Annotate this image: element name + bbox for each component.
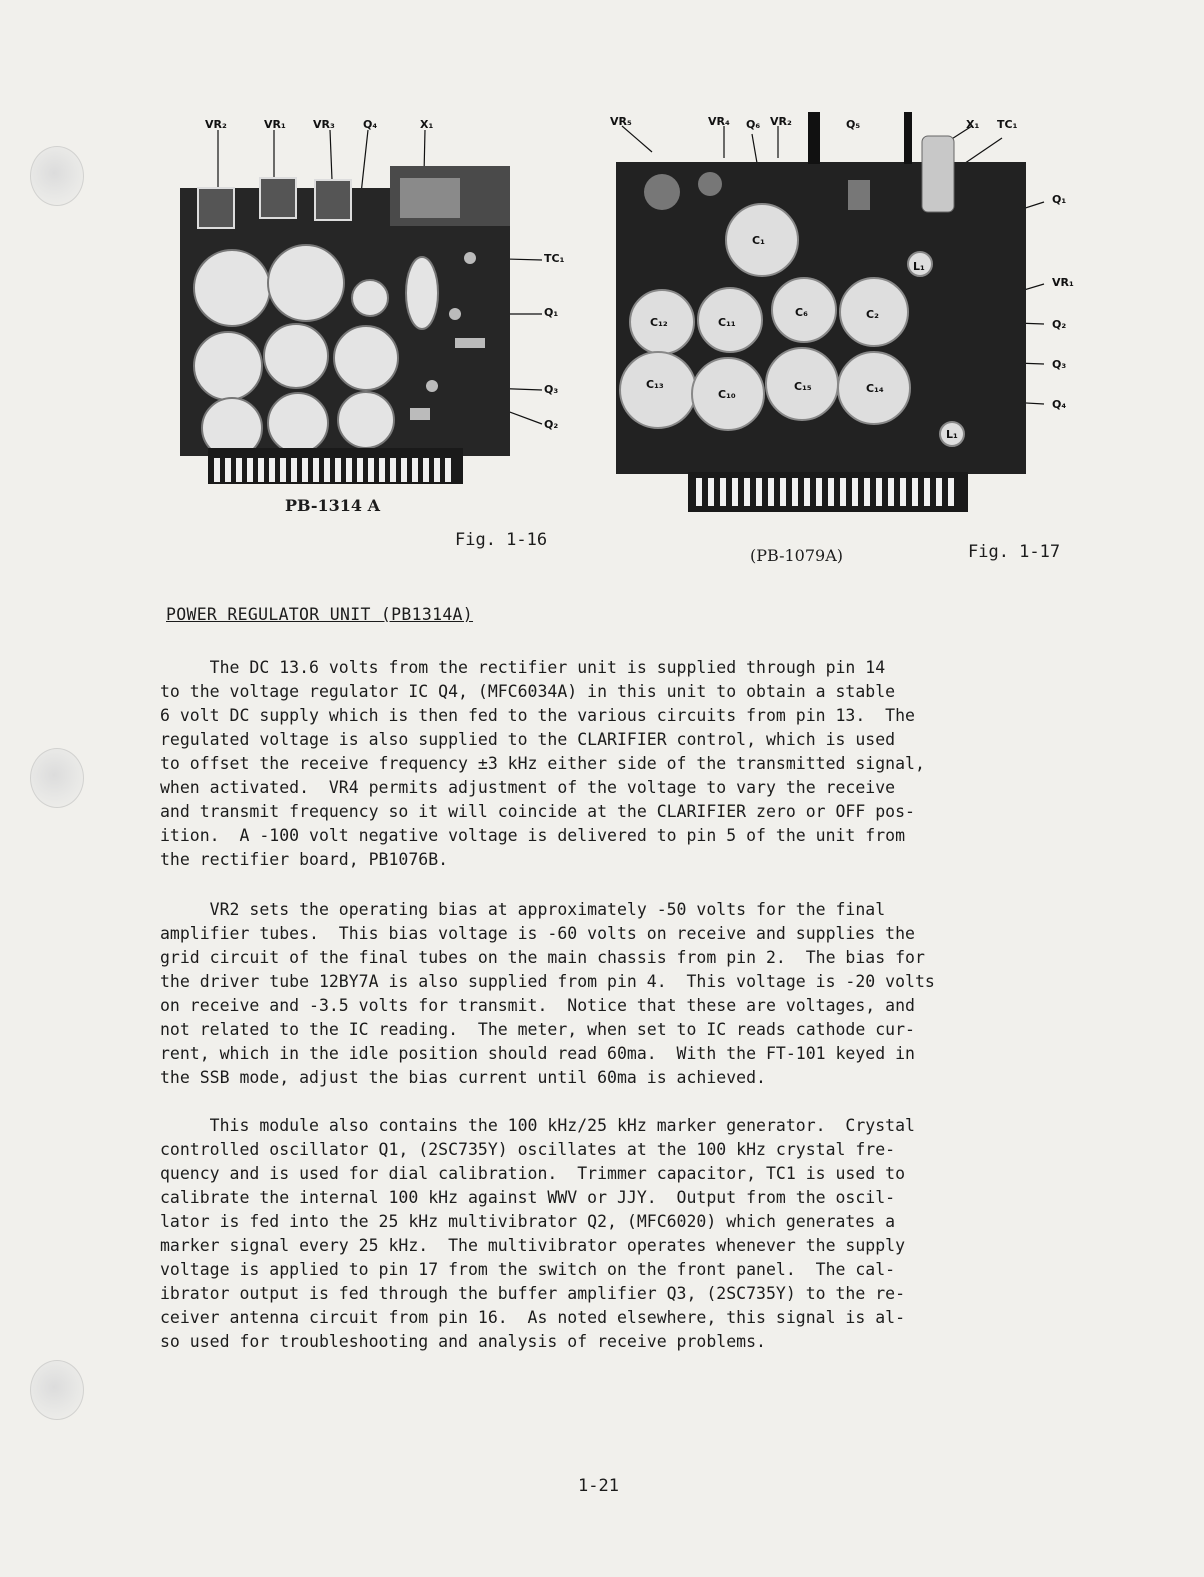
fig-caption-1-17: Fig. 1-17: [968, 542, 1061, 562]
label-vr1-right: VR₁: [1052, 276, 1074, 289]
section-heading: POWER REGULATOR UNIT (PB1314A): [166, 605, 474, 624]
paragraph-line: grid circuit of the final tubes on the main chassis from pin 2. The bias for: [160, 948, 925, 967]
binder-hole-bottom: [30, 1360, 84, 1420]
paragraph-line: calibrate the internal 100 kHz against WWV or JJY. Output from the oscil-: [160, 1188, 896, 1207]
fig-caption-1-16: Fig. 1-16: [455, 530, 548, 550]
paragraph-line: The DC 13.6 volts from the rectifier unit is supplied through pin 14: [160, 658, 886, 677]
label-c2: C₂: [866, 308, 879, 321]
paragraph-line: rent, which in the idle position should read 60ma. With the FT-101 keyed in: [160, 1044, 915, 1063]
label-q1-left: Q₁: [544, 306, 559, 319]
label-vr3-left: VR₃: [313, 118, 335, 131]
label-q6-right: Q₆: [746, 118, 761, 131]
paragraph-line: amplifier tubes. This bias voltage is -60 volts on receive and supplies the: [160, 924, 915, 943]
paragraph-line: controlled oscillator Q1, (2SC735Y) oscillates at the 100 kHz crystal fre-: [160, 1140, 896, 1159]
paragraph-line: the rectifier board, PB1076B.: [160, 850, 449, 869]
label-q3-right: Q₃: [1052, 358, 1067, 371]
label-c1: C₁: [752, 234, 765, 247]
paragraph-line: not related to the IC reading. The meter, when set to IC reads cathode cur-: [160, 1020, 915, 1039]
paragraph-line: VR2 sets the operating bias at approximately -50 volts for the final: [160, 900, 886, 919]
label-c6: C₆: [795, 306, 808, 319]
paragraph-line: on receive and -3.5 volts for transmit. Notice that these are voltages, and: [160, 996, 915, 1015]
label-q3-left: Q₃: [544, 383, 559, 396]
label-c10: C₁₀: [718, 388, 736, 401]
label-x1-left: X₁: [420, 118, 434, 131]
label-vr2-left: VR₂: [205, 118, 227, 131]
paragraph-3: [160, 1114, 1100, 1354]
board-photo-pb1079a: [612, 112, 1082, 522]
paragraph-line: to offset the receive frequency ±3 kHz either side of the transmitted signal,: [160, 754, 925, 773]
paragraph-line: so used for troubleshooting and analysis of receive problems.: [160, 1332, 766, 1351]
paragraph-line: ibrator output is fed through the buffer amplifier Q3, (2SC735Y) to the re-: [160, 1284, 906, 1303]
label-c15: C₁₅: [794, 380, 812, 393]
paragraph-line: ition. A -100 volt negative voltage is delivered to pin 5 of the unit from: [160, 826, 906, 845]
paragraph-line: and transmit frequency so it will coincide at the CLARIFIER zero or OFF pos-: [160, 802, 915, 821]
board-label-pb1314a: PB-1314 A: [285, 496, 381, 515]
board-label-pb1079a: (PB-1079A): [750, 546, 843, 565]
label-l1-lower: L₁: [946, 428, 958, 441]
paragraph-line: the SSB mode, adjust the bias current until 60ma is achieved.: [160, 1068, 766, 1087]
paragraph-line: This module also contains the 100 kHz/25 kHz marker generator. Crystal: [160, 1116, 915, 1135]
label-c14: C₁₄: [866, 382, 884, 395]
paragraph-1: [160, 656, 1100, 872]
label-q1-right: Q₁: [1052, 193, 1067, 206]
paragraph-line: when activated. VR4 permits adjustment of the voltage to vary the receive: [160, 778, 896, 797]
label-q5-right: Q₅: [846, 118, 861, 131]
label-l1-upper: L₁: [913, 260, 925, 273]
label-x1-right: X₁: [966, 118, 980, 131]
paragraph-2: [160, 898, 1100, 1090]
label-vr2-right: VR₂: [770, 115, 792, 128]
paragraph-line: regulated voltage is also supplied to the CLARIFIER control, which is used: [160, 730, 896, 749]
label-vr5-right: VR₅: [610, 115, 632, 128]
binder-hole-top: [30, 146, 84, 206]
paragraph-line: voltage is applied to pin 17 from the switch on the front panel. The cal-: [160, 1260, 896, 1279]
paragraph-line: quency and is used for dial calibration. Trimmer capacitor, TC1 is used to: [160, 1164, 906, 1183]
board-photo-pb1314a: [170, 118, 570, 498]
paragraph-line: lator is fed into the 25 kHz multivibrator Q2, (MFC6020) which generates a: [160, 1212, 896, 1231]
label-tc1-left: TC₁: [544, 252, 565, 265]
paragraph-line: ceiver antenna circuit from pin 16. As noted elsewhere, this signal is al-: [160, 1308, 906, 1327]
label-tc1-right: TC₁: [997, 118, 1018, 131]
paragraph-line: marker signal every 25 kHz. The multivibrator operates whenever the supply: [160, 1236, 906, 1255]
label-q4-left: Q₄: [363, 118, 378, 131]
binder-hole-middle: [30, 748, 84, 808]
label-q4-right: Q₄: [1052, 398, 1067, 411]
label-vr1-left: VR₁: [264, 118, 286, 131]
label-q2-right: Q₂: [1052, 318, 1067, 331]
label-vr4-right: VR₄: [708, 115, 730, 128]
paragraph-line: the driver tube 12BY7A is also supplied from pin 4. This voltage is -20 volts: [160, 972, 935, 991]
label-c11: C₁₁: [718, 316, 736, 329]
paragraph-line: to the voltage regulator IC Q4, (MFC6034A) in this unit to obtain a stable: [160, 682, 896, 701]
page-number: 1-21: [578, 1476, 619, 1496]
label-q2-left: Q₂: [544, 418, 559, 431]
paragraph-line: 6 volt DC supply which is then fed to the various circuits from pin 13. The: [160, 706, 915, 725]
label-c12: C₁₂: [650, 316, 668, 329]
label-c13: C₁₃: [646, 378, 664, 391]
